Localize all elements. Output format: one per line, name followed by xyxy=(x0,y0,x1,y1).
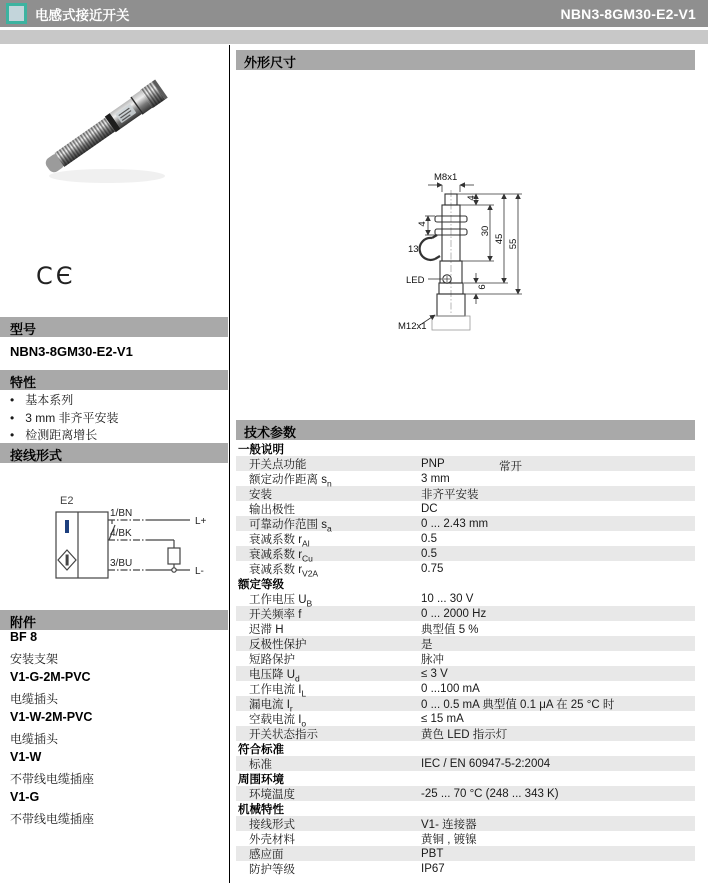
tech-row xyxy=(236,846,695,861)
tech-row xyxy=(236,666,695,681)
dim-m12-label: M12x1 xyxy=(398,321,427,332)
tech-row-label: 空载电流 $I_o$ xyxy=(249,713,307,728)
tech-row-label: 环境温度 xyxy=(249,788,295,801)
tech-section-header: 符合标准 xyxy=(238,743,284,756)
tech-row xyxy=(236,726,695,741)
tech-section-header: 周围环境 xyxy=(238,773,284,786)
accessory-model: BF 8 xyxy=(10,630,38,644)
tech-row xyxy=(236,456,695,471)
tech-row-value: 0 ... 2000 Hz xyxy=(421,607,487,620)
tech-row-value: 0 ...100 mA xyxy=(421,682,480,695)
accessory-model: V1-W-2M-PVC xyxy=(10,710,93,724)
tech-row-label: 衰减系数 $r_{Al}$ xyxy=(249,533,310,548)
ce-mark: CЄ xyxy=(36,262,76,290)
dim-45-label: 45 xyxy=(494,233,505,245)
tech-row xyxy=(236,501,695,516)
tech-section-header: 一般说明 xyxy=(238,443,284,456)
accessory-description: 安装支架 xyxy=(10,652,59,666)
tech-row-label: 衰减系数 $r_{Cu}$ xyxy=(249,548,313,563)
tech-row-value: 典型值 5 % xyxy=(421,623,479,636)
accessory-description: 不带线电缆插座 xyxy=(10,812,95,826)
tech-row-label: 外壳材料 xyxy=(249,833,295,846)
brand-square-icon xyxy=(6,3,27,24)
dim-6-label: 6 xyxy=(477,284,488,290)
tech-row-value: PBT xyxy=(421,847,444,860)
accessory-model: V1-G xyxy=(10,790,40,804)
wiring-diagram xyxy=(22,490,222,590)
wrench-symbol xyxy=(420,235,440,260)
tech-row-value: PNP 常开 xyxy=(421,457,522,473)
tech-row-label: 开关频率 f xyxy=(249,608,302,621)
tech-row-value: 非齐平安装 xyxy=(421,488,479,501)
tech-row-label: 额定动作距离 $s_n$ xyxy=(249,473,332,488)
tech-row xyxy=(236,471,695,486)
tech-row-label: 可靠动作范围 $s_a$ xyxy=(249,518,332,533)
accessory-model: V1-W xyxy=(10,750,42,764)
tech-row-value: DC xyxy=(421,502,438,515)
section-heading-dimensions: 外形尺寸 xyxy=(236,50,695,70)
dimension-drawing xyxy=(398,166,583,336)
tech-row-label: 工作电压 $U_B$ xyxy=(249,593,313,608)
tech-row-label: 开关点功能 xyxy=(249,458,307,471)
tech-row-value: 是 xyxy=(421,638,433,651)
tech-row-value: V1- 连接器 xyxy=(421,818,477,831)
lminus-label: L- xyxy=(195,566,204,577)
tech-row xyxy=(236,816,695,831)
accessory-model: V1-G-2M-PVC xyxy=(10,670,91,684)
tech-row-value: 黄铜 , 镀镍 xyxy=(421,833,477,846)
tech-row-value: 0.75 xyxy=(421,562,444,575)
led-label: LED xyxy=(406,275,425,286)
mating-connector-outline xyxy=(432,316,470,330)
pin1-label: 1/BN xyxy=(110,508,133,519)
accessory-description: 电缆插头 xyxy=(10,732,59,746)
section-heading-tech: 技术参数 xyxy=(236,420,695,440)
tech-row-label: 感应面 xyxy=(249,848,284,861)
tech-row-label: 接线形式 xyxy=(249,818,295,831)
tech-row xyxy=(236,786,695,801)
tech-row xyxy=(236,651,695,666)
pin3-label: 3/BU xyxy=(110,558,133,569)
diagram-label: E2 xyxy=(60,495,74,507)
dim-13-label: 13 xyxy=(408,244,419,255)
tech-row-label: 输出极性 xyxy=(249,503,295,516)
product-photo xyxy=(32,64,190,194)
tech-row xyxy=(236,861,695,876)
tech-row xyxy=(236,696,695,711)
sensor-symbol-bar xyxy=(65,520,69,533)
tech-section-header: 机械特性 xyxy=(238,803,284,816)
features-list xyxy=(10,392,225,445)
column-divider xyxy=(229,45,230,883)
accessory-description: 不带线电缆插座 xyxy=(10,772,95,786)
tech-row xyxy=(236,516,695,531)
section-heading-model: 型号 xyxy=(0,317,228,337)
tech-row-value: 黄色 LED 指示灯 xyxy=(421,728,508,741)
tech-row-label: 开关状态指示 xyxy=(249,728,318,741)
accessory-description: 电缆插头 xyxy=(10,692,59,706)
feature-item: • 基本系列 xyxy=(10,392,225,410)
dim-4-right-label: 4 xyxy=(466,195,477,201)
tech-row-label: 反极性保护 xyxy=(249,638,307,651)
tech-row-label: 标准 xyxy=(249,758,272,771)
tech-row xyxy=(236,636,695,651)
section-heading-connection: 接线形式 xyxy=(0,443,228,463)
feature-item: • 3 mm 非齐平安装 xyxy=(10,410,225,428)
tech-table xyxy=(236,441,695,876)
tech-row-value: 0.5 xyxy=(421,532,437,545)
dim-4-left-label: 4 xyxy=(417,221,428,227)
dim-m8-label: M8x1 xyxy=(434,172,458,183)
tech-row xyxy=(236,756,695,771)
tech-row xyxy=(236,711,695,726)
tech-row-value: 0.5 xyxy=(421,547,437,560)
accessories-list xyxy=(10,630,225,830)
tech-section-header: 额定等级 xyxy=(238,578,284,591)
dim-30-label: 30 xyxy=(480,225,491,237)
tech-row-value: 3 mm xyxy=(421,472,450,485)
tech-row-label: 衰减系数 $r_{V2A}$ xyxy=(249,563,319,578)
tech-row-value: ≤ 3 V xyxy=(421,667,448,680)
tech-row-label: 迟滞 H xyxy=(249,623,284,636)
tech-row xyxy=(236,621,695,636)
tech-row xyxy=(236,606,695,621)
header-bar xyxy=(0,0,708,27)
model-number: NBN3-8GM30-E2-V1 xyxy=(10,344,133,359)
tech-row-value: IEC / EN 60947-5-2:2004 xyxy=(421,757,551,770)
tech-row-value: 脉冲 xyxy=(421,653,444,666)
page-title: 电感式接近开关 xyxy=(35,7,130,23)
tech-row-label: 漏电流 $I_r$ xyxy=(249,698,293,713)
tech-row xyxy=(236,561,695,576)
tech-row-label: 工作电流 $I_L$ xyxy=(249,683,307,698)
tech-row-value: -25 ... 70 °C (248 ... 343 K) xyxy=(421,787,559,800)
header-strip xyxy=(0,30,708,44)
header-part-number: NBN3-8GM30-E2-V1 xyxy=(560,5,696,22)
tech-row xyxy=(236,831,695,846)
dim-55-label: 55 xyxy=(508,238,519,250)
feature-item: • 检测距离增长 xyxy=(10,427,225,445)
tech-row-label: 安装 xyxy=(249,488,272,501)
lplus-label: L+ xyxy=(195,516,207,527)
pin4-label: 4/BK xyxy=(110,528,132,539)
tech-row-label: 电压降 $U_d$ xyxy=(249,668,300,683)
section-heading-accessories: 附件 xyxy=(0,610,228,630)
tech-row xyxy=(236,486,695,501)
tech-row xyxy=(236,531,695,546)
tech-row-value: 0 ... 2.43 mm xyxy=(421,517,489,530)
tech-row-label: 防护等级 xyxy=(249,863,295,876)
tech-row xyxy=(236,546,695,561)
tech-row-value: IP67 xyxy=(421,862,445,875)
tech-row-value: 0 ... 0.5 mA 典型值 0.1 μA 在 25 °C 时 xyxy=(421,698,615,711)
tech-row-value: 10 ... 30 V xyxy=(421,592,474,605)
tech-row-value: ≤ 15 mA xyxy=(421,712,464,725)
section-heading-features: 特性 xyxy=(0,370,228,390)
tech-row xyxy=(236,591,695,606)
tech-row xyxy=(236,681,695,696)
tech-row-label: 短路保护 xyxy=(249,653,295,666)
